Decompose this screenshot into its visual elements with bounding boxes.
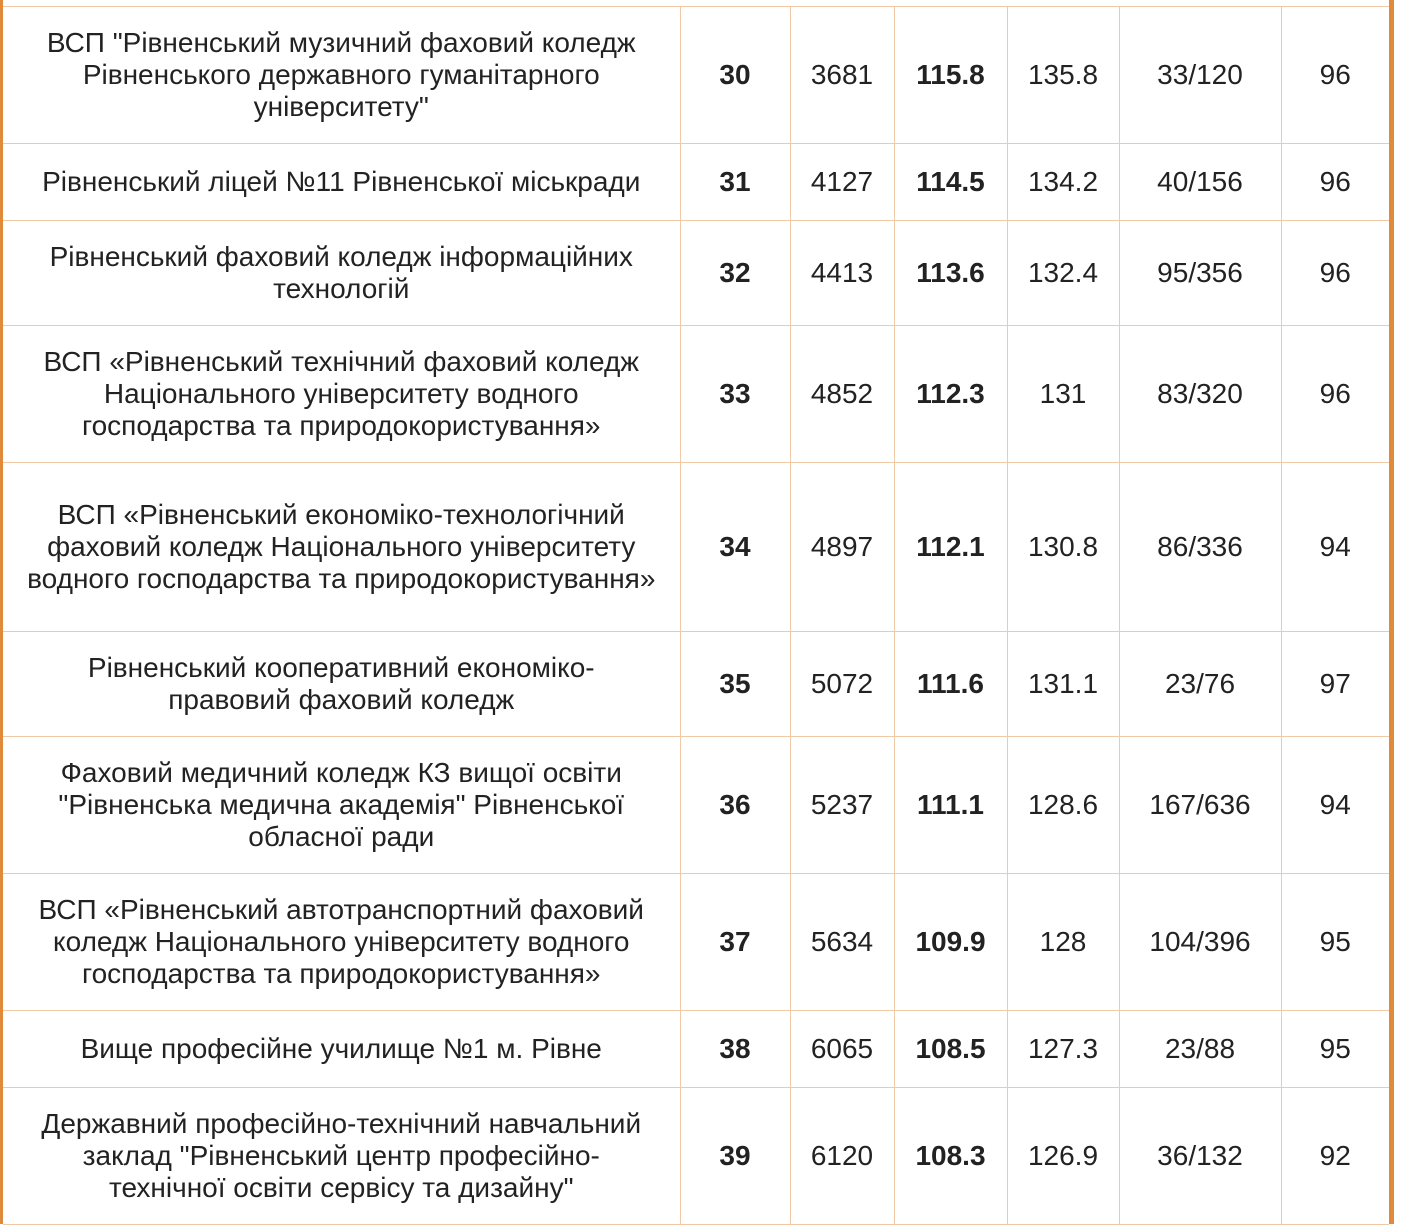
table-row <box>3 326 1389 463</box>
school-name: ВСП «Рівненський технічний фаховий коледж Національного університету водного господарства та природокористування» <box>3 326 680 463</box>
table-row <box>3 737 1389 874</box>
percent-cell: 96 <box>1281 7 1389 144</box>
max-score-cell: 132.4 <box>1007 221 1119 326</box>
max-score-cell: 131.1 <box>1007 632 1119 737</box>
rank-cell: 34 <box>680 463 790 632</box>
table-row <box>3 144 1389 221</box>
table-row <box>3 463 1389 632</box>
rank-cell: 39 <box>680 1088 790 1225</box>
score-cell: 108.5 <box>894 1011 1007 1088</box>
ratio-cell: 86/336 <box>1119 463 1281 632</box>
table-row <box>3 221 1389 326</box>
rank-cell: 35 <box>680 632 790 737</box>
percent-cell: 95 <box>1281 874 1389 1011</box>
ratio-cell: 40/156 <box>1119 144 1281 221</box>
ratio-cell: 95/356 <box>1119 221 1281 326</box>
max-score-cell: 126.9 <box>1007 1088 1119 1225</box>
rank-cell: 32 <box>680 221 790 326</box>
ratio-cell: 83/320 <box>1119 326 1281 463</box>
score-cell: 109.9 <box>894 874 1007 1011</box>
school-name: ВСП "Рівненський музичний фаховий коледж Рівненського державного гуманітарного університету" <box>3 7 680 144</box>
school-name: Фаховий медичний коледж КЗ вищої освіти "Рівненська медична академія" Рівненської обласної ради <box>3 737 680 874</box>
score-cell: 111.1 <box>894 737 1007 874</box>
ratio-cell: 167/636 <box>1119 737 1281 874</box>
max-score-cell: 134.2 <box>1007 144 1119 221</box>
table-row <box>3 874 1389 1011</box>
score-cell: 111.6 <box>894 632 1007 737</box>
place-cell: 6065 <box>790 1011 894 1088</box>
max-score-cell: 131 <box>1007 326 1119 463</box>
max-score-cell: 128 <box>1007 874 1119 1011</box>
score-cell: 112.3 <box>894 326 1007 463</box>
max-score-cell: 127.3 <box>1007 1011 1119 1088</box>
table-row <box>3 632 1389 737</box>
percent-cell: 94 <box>1281 463 1389 632</box>
table-row <box>3 7 1389 144</box>
place-cell: 4413 <box>790 221 894 326</box>
max-score-cell: 135.8 <box>1007 7 1119 144</box>
ratio-cell: 36/132 <box>1119 1088 1281 1225</box>
school-name: ВСП «Рівненський економіко-технологічний фаховий коледж Національного університету водного господарства та природокористування» <box>3 463 680 632</box>
rank-cell: 31 <box>680 144 790 221</box>
place-cell: 4127 <box>790 144 894 221</box>
school-name: ВСП «Рівненський автотранспортний фаховий коледж Національного університету водного господарства та природокористування» <box>3 874 680 1011</box>
place-cell: 4897 <box>790 463 894 632</box>
place-cell: 5634 <box>790 874 894 1011</box>
percent-cell: 96 <box>1281 144 1389 221</box>
score-cell: 115.8 <box>894 7 1007 144</box>
max-score-cell: 130.8 <box>1007 463 1119 632</box>
place-cell: 5237 <box>790 737 894 874</box>
ratio-cell: 33/120 <box>1119 7 1281 144</box>
score-cell: 112.1 <box>894 463 1007 632</box>
rank-cell: 36 <box>680 737 790 874</box>
school-name: Державний професійно-технічний навчальний заклад "Рівненський центр професійно-технічної освіти сервісу та дизайну" <box>3 1088 680 1225</box>
ratio-cell: 23/88 <box>1119 1011 1281 1088</box>
max-score-cell: 128.6 <box>1007 737 1119 874</box>
score-cell: 108.3 <box>894 1088 1007 1225</box>
place-cell: 5072 <box>790 632 894 737</box>
school-name: Вище професійне училище №1 м. Рівне <box>3 1011 680 1088</box>
rank-cell: 38 <box>680 1011 790 1088</box>
rating-table <box>3 6 1389 1225</box>
percent-cell: 97 <box>1281 632 1389 737</box>
score-cell: 113.6 <box>894 221 1007 326</box>
rank-cell: 37 <box>680 874 790 1011</box>
ratio-cell: 23/76 <box>1119 632 1281 737</box>
place-cell: 6120 <box>790 1088 894 1225</box>
place-cell: 3681 <box>790 7 894 144</box>
percent-cell: 96 <box>1281 221 1389 326</box>
percent-cell: 94 <box>1281 737 1389 874</box>
table-row <box>3 1011 1389 1088</box>
percent-cell: 96 <box>1281 326 1389 463</box>
school-name: Рівненський ліцей №11 Рівненської міськради <box>3 144 680 221</box>
rank-cell: 30 <box>680 7 790 144</box>
percent-cell: 92 <box>1281 1088 1389 1225</box>
place-cell: 4852 <box>790 326 894 463</box>
ratio-cell: 104/396 <box>1119 874 1281 1011</box>
school-name: Рівненський фаховий коледж інформаційних технологій <box>3 221 680 326</box>
table-row <box>3 1088 1389 1225</box>
rank-cell: 33 <box>680 326 790 463</box>
score-cell: 114.5 <box>894 144 1007 221</box>
percent-cell: 95 <box>1281 1011 1389 1088</box>
school-name: Рівненський кооперативний економіко-правовий фаховий коледж <box>3 632 680 737</box>
